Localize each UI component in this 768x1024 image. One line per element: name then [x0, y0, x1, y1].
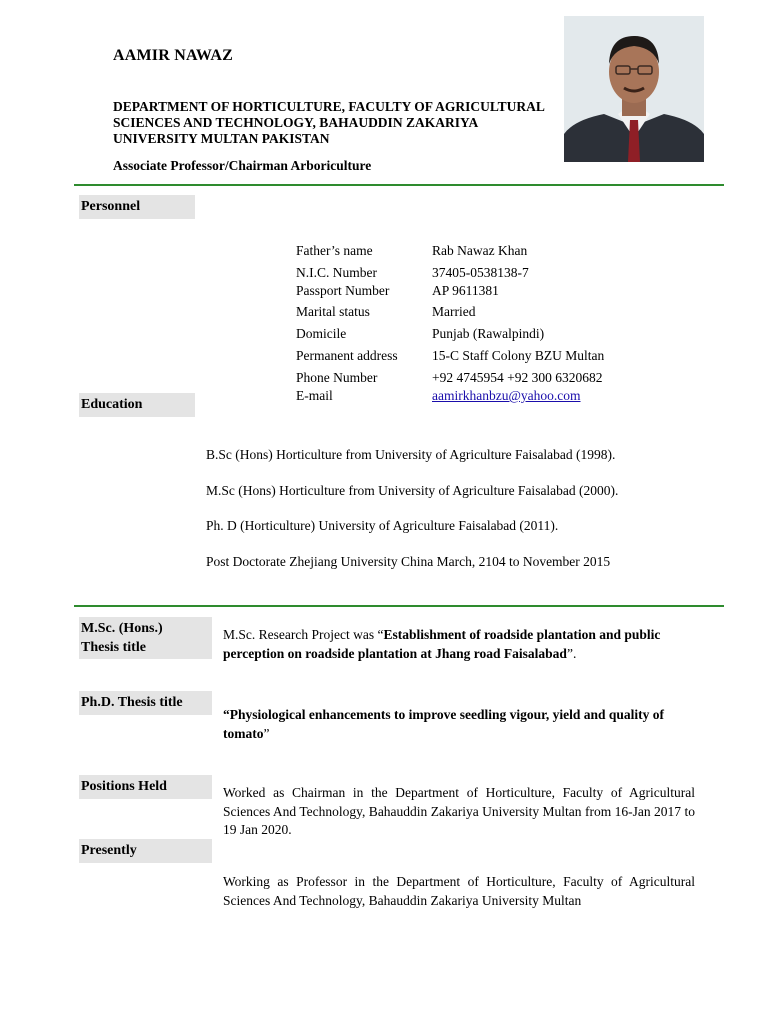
- msc-thesis-title: Establishment of roadside plantation and public perception on roadside plantation at Jhang road Faisalabad: [223, 627, 661, 661]
- department-address: [113, 99, 583, 147]
- section-label-msc-thesis: [79, 617, 212, 659]
- section-label-education: Education: [79, 393, 195, 417]
- profile-photo: [564, 16, 704, 162]
- phd-thesis-title: “Physiological enhancements to improve seedling vigour, yield and quality of tomato: [223, 707, 665, 741]
- msc-thesis-text: [223, 626, 693, 663]
- field-label: Father’s name: [296, 243, 373, 258]
- section-label-phd-thesis: Ph.D. Thesis title: [79, 691, 212, 715]
- msc-thesis-prefix: M.Sc. Research Project was “: [223, 627, 384, 642]
- label-line: Thesis title: [81, 640, 146, 655]
- education-item: B.Sc (Hons) Horticulture from University of Agriculture Faisalabad (1998).: [206, 447, 616, 462]
- department-line: UNIVERSITY MULTAN PAKISTAN: [113, 131, 330, 146]
- field-label: Phone Number: [296, 370, 378, 385]
- field-value: +92 4745954 +92 300 6320682: [432, 370, 603, 385]
- field-value: Rab Nawaz Khan: [432, 243, 528, 258]
- field-label: Permanent address: [296, 348, 398, 363]
- msc-thesis-suffix: ”.: [566, 645, 577, 661]
- section-label-personnel: Personnel: [79, 195, 195, 219]
- cv-name: AAMIR NAWAZ: [113, 47, 233, 64]
- field-value: 37405-0538138-7: [432, 265, 529, 280]
- portrait-image: [564, 16, 704, 162]
- field-label: Domicile: [296, 326, 347, 341]
- department-line: SCIENCES AND TECHNOLOGY, BAHAUDDIN ZAKARIYA: [113, 115, 479, 130]
- positions-text: Worked as Chairman in the Department of Horticulture, Faculty of Agricultural Sciences And Technology, Bahauddin Zakariya University Multan from 16-Jan 2017 to 19 Jan 2020.: [223, 785, 695, 837]
- phd-thesis-text: [223, 706, 693, 743]
- field-label: Passport Number: [296, 283, 390, 298]
- education-item: Ph. D (Horticulture) University of Agriculture Faisalabad (2011).: [206, 518, 559, 533]
- job-title: Associate Professor/Chairman Arboriculture: [113, 158, 372, 173]
- field-value: AP 9611381: [432, 283, 499, 298]
- presently-text: Working as Professor in the Department of Horticulture, Faculty of Agricultural Sciences And Technology, Bahauddin Zakariya University Multan: [223, 874, 695, 908]
- section-label-presently: Presently: [79, 839, 212, 863]
- field-label: Marital status: [296, 304, 370, 319]
- phd-thesis-suffix: ”: [263, 725, 270, 741]
- email-link[interactable]: aamirkhanbzu@yahoo.com: [432, 388, 581, 403]
- education-item: M.Sc (Hons) Horticulture from University of Agriculture Faisalabad (2000).: [206, 483, 619, 498]
- label-line: M.Sc. (Hons.): [81, 621, 163, 636]
- field-value: Punjab (Rawalpindi): [432, 326, 545, 341]
- department-line: DEPARTMENT OF HORTICULTURE, FACULTY OF AGRICULTURAL: [113, 99, 545, 114]
- section-divider: [74, 605, 724, 607]
- section-divider: [74, 184, 724, 186]
- field-label: N.I.C. Number: [296, 265, 377, 280]
- field-value: 15-C Staff Colony BZU Multan: [432, 348, 605, 363]
- section-label-positions: Positions Held: [79, 775, 212, 799]
- field-label: E-mail: [296, 388, 333, 403]
- education-item: Post Doctorate Zhejiang University China March, 2104 to November 2015: [206, 554, 611, 569]
- field-value: Married: [432, 304, 476, 319]
